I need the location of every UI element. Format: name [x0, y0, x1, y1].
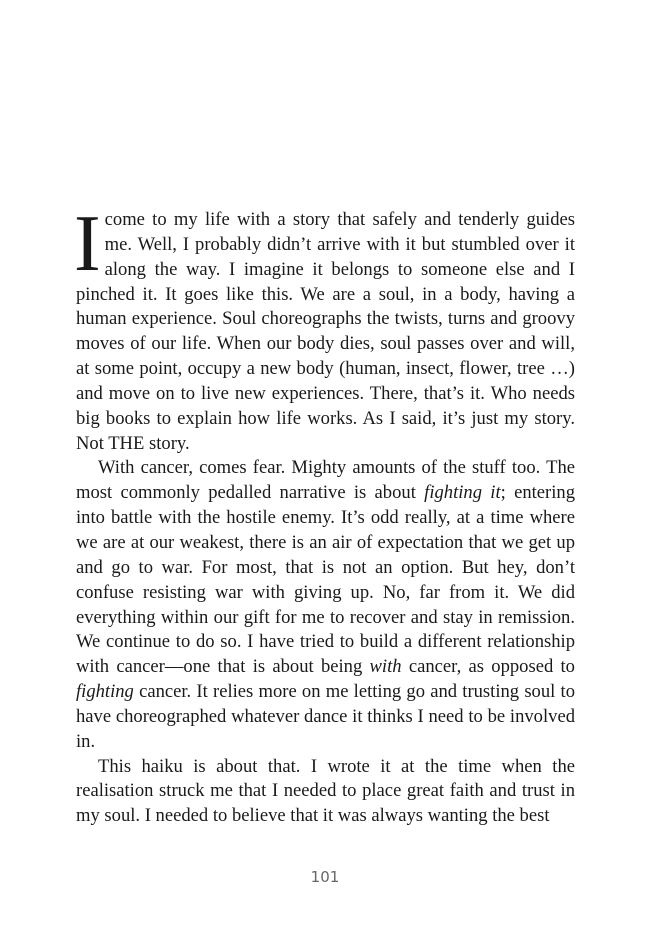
- paragraph-text: With cancer, comes fear. Mighty amounts of the stuff too. The most commonly pedalled narrative is about: [76, 457, 575, 504]
- paragraph: [76, 456, 575, 754]
- emphasis-text: with: [369, 656, 402, 678]
- paragraph-text: cancer. It relies more on me letting go and trusting soul to have choreographed whatever dance it thinks I need to be involved in.: [76, 681, 575, 752]
- paragraph: [76, 755, 575, 830]
- emphasis-text: fighting: [76, 681, 134, 703]
- paragraph-text: This haiku is about that. I wrote it at the time when the realisation struck me that I needed to place great faith and trust in my soul. I needed to believe that it was always wanting the best: [76, 755, 575, 827]
- paragraph-text: come to my life with a story that safely and tenderly guides me. Well, I probably didn’t arrive with it but stumbled over it along the way. I imagine it belongs to someone else and I pinched it. It goes like this. We are a soul, in a body, having a human experience. Soul choreographs the twists, turns and groovy moves of our life. When our body dies, soul passes over and will, at some point, occupy a new body (human, insect, flower, tree …) and move on to live new experiences. There, that’s it. Who needs big books to explain how life works. As I said, it’s just my story. Not THE story.: [76, 209, 575, 454]
- emphasis-text: fighting it: [424, 482, 501, 504]
- paragraph: [74, 200, 575, 456]
- paragraph-text: ; entering into battle with the hostile enemy. It’s odd really, at a time where we are at our weakest, there is an air of expectation that we get up and go to war. For most, that is not an option. But hey, don’t confuse resisting war with giving up. No, far from it. We did everything within our gift for me to recover and stay in remission. We continue to do so. I have tried to build a different relationship with cancer—one that is about being: [76, 482, 575, 678]
- drop-cap: I: [74, 200, 101, 288]
- page-body: [74, 200, 575, 829]
- page-number: 101: [310, 868, 340, 886]
- paragraph-text: cancer, as opposed to: [401, 656, 575, 678]
